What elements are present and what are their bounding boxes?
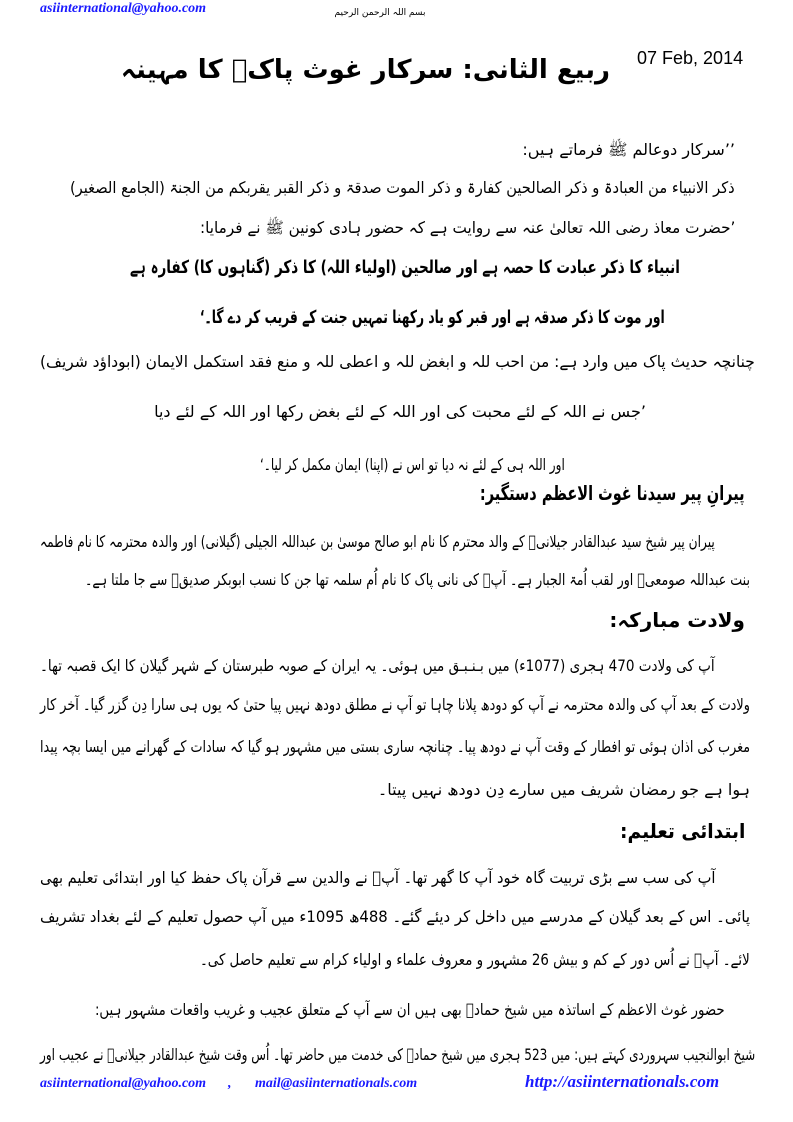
intro-line: ’حضرت معاذ رضی اللہ تعالیٰ عنہ سے روایت ہے کہ حضور ہادی کونین ﷺ نے فرمایا: — [199, 218, 735, 237]
hadith-translation: انبیاء کا ذکر عبادت کا حصہ ہے اور صالحین (اولیاء اللہ) کا ذکر (گناہوں کا) کفارہ ہے — [130, 257, 680, 278]
section-heading-peeran-e-peer: پیرانِ پیر سیدنا غوث الاعظم دستگیر: — [480, 481, 745, 505]
paragraph-line: آپ کی ولادت 470 ہجری (1077ء) میں بـنـبـق میں ہوئی۔ یہ ایران کے صوبہ طبرستان کے شہر گیلان کا ایک قصبہ تھا۔ — [40, 656, 715, 675]
arabic-hadith: ذکر الانبیاء من العبادۃ و ذکر الصالحین کفارۃ و ذکر الموت صدقۃ و ذکر القبر یقربکم من الجنۃ (الجامع الصغیر) — [70, 178, 735, 197]
intro-line: ’’سرکار دوعالم ﷺ فرماتے ہیں: — [522, 140, 735, 159]
paragraph-line: ہوا ہے جو رمضان شریف میں سارے دِن دودھ نہیں پیتا۔ — [377, 780, 750, 799]
section-heading-ibtidai-taleem: ابتدائی تعلیم: — [619, 819, 745, 843]
intro-line: چنانچہ حدیث پاک میں وارد ہے: من احب للہ و ابغض للہ و اعطی للہ و منع فقد استکمل الایمان (ابوداؤد شریف) — [40, 352, 755, 371]
footer-separator: , — [228, 1076, 232, 1091]
date: 07 Feb, 2014 — [637, 48, 744, 68]
hadith-translation: ’جس نے اللہ کے لئے محبت کی اور اللہ کے لئے بغض رکھا اور اللہ کے لئے دیا — [154, 402, 646, 421]
paragraph-line: آپ کی سب سے بڑی تربیت گاہ خود آپ کا گھر تھا۔ آپؒ نے والدین سے قرآن پاک حفظ کیا اور ابتدائی تعلیم بھی — [39, 868, 715, 887]
page-title: ربیع الثانی: سرکار غوث پاکؓ کا مہینہ — [120, 55, 610, 85]
footer-email-link[interactable]: asiinternational@yahoo.com — [40, 1076, 207, 1091]
paragraph-line: مغرب کی اذان ہوئی تو افطار کے وقت آپ نے دودھ پیا۔ چنانچہ ساری بستی میں مشہور ہو گیا کہ سادات کے گھرانے میں ایسا بچہ پیدا — [39, 737, 750, 756]
paragraph-line: پائی۔ اس کے بعد گیلان کے مدرسے میں داخل کر دیئے گئے۔ 488ھ 1095ء میں آپ حصول تعلیم کے لئے بغداد تشریف — [39, 907, 750, 926]
paragraph-line: لائے۔ آپؒ نے اُس دور کے کم و بیش 26 مشہور و معروف علماء و اولیاء کرام سے تعلیم حاصل کی۔ — [200, 950, 750, 969]
footer-website-link[interactable]: http://asiinternationals.com — [525, 1072, 720, 1091]
paragraph-line: بنت عبداللہ صومعیؒ اور لقب اُمۃ الجبار ہے۔ آپؓ کی نانی پاک کا نام اُم سلمہ تھا جن کا نسب ابوبکر صدیقؓ سے جا ملتا ہے۔ — [85, 570, 750, 589]
paragraph-line: شیخ ابوالنجیب سہروردی کہتے ہیں: میں 523 ہجری میں شیخ حمادؒ کی خدمت میں حاضر تھا۔ اُس وقت شیخ عبدالقادر جیلانیؓ نے عجیب اور — [39, 1045, 755, 1064]
section-heading-wiladat: ولادت مبارکہ: — [609, 608, 745, 632]
paragraph-line: ولادت کے بعد آپ کی والدہ محترمہ نے آپ کو دودھ پلانا چاہا تو آپ نے مطلق دودھ نہیں پیا حتیٰ کہ یوں ہی سارا دِن گزر گیا۔ آخر کار — [40, 695, 750, 714]
header-email-link[interactable]: asiinternational@yahoo.com — [40, 1, 207, 16]
hadith-translation: اور موت کا ذکر صدقہ ہے اور قبر کو یاد رکھنا تمہیں جنت کے قریب کر دے گا۔‘ — [200, 307, 665, 328]
hadith-translation: اور اللہ ہی کے لئے نہ دیا تو اس نے (اپنا) ایمان مکمل کر لیا۔‘ — [260, 455, 565, 474]
bismillah: بسم اللہ الرحمن الرحیم — [334, 8, 426, 18]
paragraph-line: پیران پیر شیخ سید عبدالقادر جیلانیؓ کے والد محترم کا نام ابو صالح موسیٰ بن عبداللہ الجیلی (گیلانی) اور والدہ محترمہ کا نام فاطمہ — [40, 532, 715, 551]
footer-mail-link[interactable]: mail@asiinternationals.com — [255, 1076, 418, 1091]
paragraph-line: حضور غوث الاعظم کے اساتذہ میں شیخ حمادؒ بھی ہیں ان سے آپ کے متعلق عجیب و غریب واقعات مشہور ہیں: — [95, 1000, 725, 1019]
